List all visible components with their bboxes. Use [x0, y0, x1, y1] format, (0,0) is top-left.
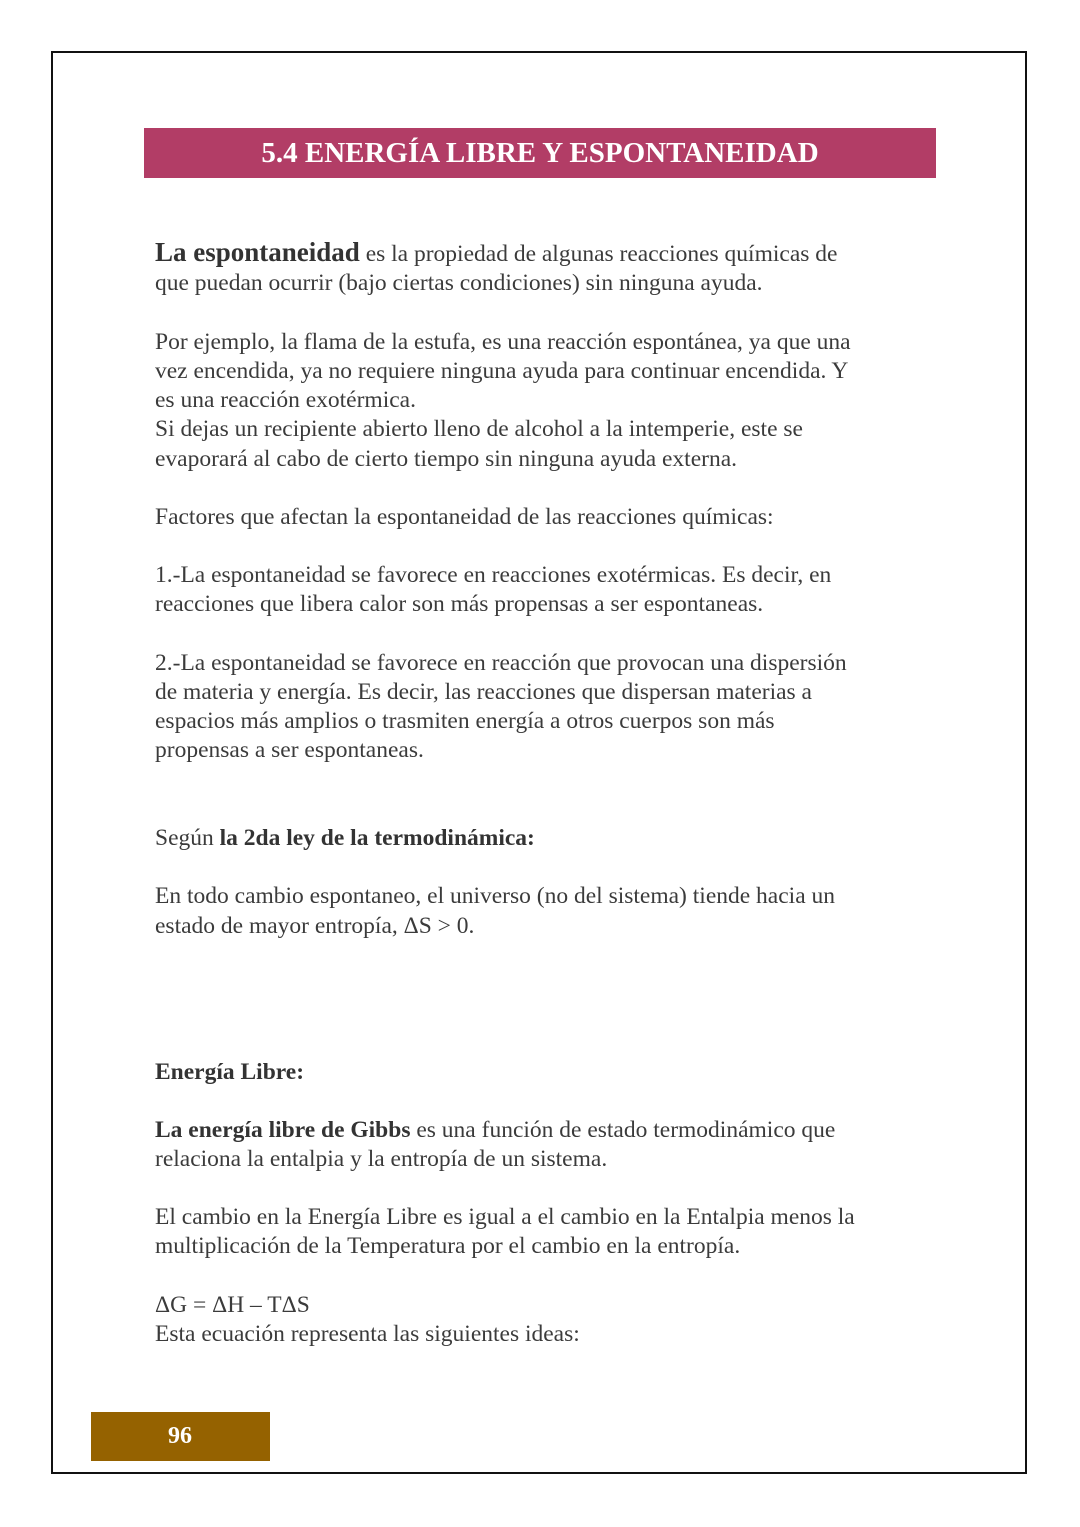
paragraph-line: El cambio en la Energía Libre es igual a el cambio en la Entalpia menos la	[155, 1204, 855, 1230]
paragraph-line: que puedan ocurrir (bajo ciertas condiciones) sin ninguna ayuda.	[155, 270, 763, 296]
paragraph-line	[155, 238, 837, 269]
paragraph-line	[155, 1116, 835, 1145]
page-number: 96	[168, 1423, 192, 1449]
bold-term: La espontaneidad	[155, 237, 360, 267]
text: Según	[155, 825, 220, 851]
text: es una función de estado termodinámico que	[410, 1117, 836, 1143]
paragraph-line: estado de mayor entropía, ΔS > 0.	[155, 913, 475, 939]
paragraph-line: 1.-La espontaneidad se favorece en reacciones exotérmicas. Es decir, en	[155, 562, 832, 588]
paragraph-line: Factores que afectan la espontaneidad de las reacciones químicas:	[155, 504, 774, 530]
paragraph-line: vez encendida, ya no requiere ninguna ayuda para continuar encendida. Y	[155, 358, 849, 384]
paragraph-line: evaporará al cabo de cierto tiempo sin ninguna ayuda externa.	[155, 446, 738, 472]
paragraph-line	[155, 824, 535, 853]
paragraph-line: relaciona la entalpia y la entropía de un sistema.	[155, 1146, 608, 1172]
paragraph-line: Esta ecuación representa las siguientes ideas:	[155, 1321, 580, 1347]
subheading	[155, 1058, 304, 1087]
paragraph-line: En todo cambio espontaneo, el universo (no del sistema) tiende hacia un	[155, 883, 835, 909]
paragraph-line: Si dejas un recipiente abierto lleno de alcohol a la intemperie, este se	[155, 416, 803, 442]
bold-term: La energía libre de Gibbs	[155, 1117, 411, 1143]
paragraph-line: es una reacción exotérmica.	[155, 387, 416, 413]
equation: ΔG = ΔH – TΔS	[155, 1292, 310, 1318]
paragraph-line: propensas a ser espontaneas.	[155, 737, 424, 763]
page-number-tab	[91, 1412, 270, 1461]
paragraph-line: multiplicación de la Temperatura por el cambio en la entropía.	[155, 1233, 741, 1259]
text: es la propiedad de algunas reacciones químicas de	[359, 241, 838, 267]
bold-term: la 2da ley de la termodinámica:	[219, 825, 535, 851]
paragraph-line: 2.-La espontaneidad se favorece en reacción que provocan una dispersión	[155, 650, 847, 676]
paragraph-line: de materia y energía. Es decir, las reacciones que dispersan materias a	[155, 679, 812, 705]
paragraph-line: reacciones que libera calor son más propensas a ser espontaneas.	[155, 591, 764, 617]
section-title: 5.4 ENERGÍA LIBRE Y ESPONTANEIDAD	[144, 128, 936, 178]
paragraph-line: Por ejemplo, la flama de la estufa, es una reacción espontánea, ya que una	[155, 329, 851, 355]
paragraph-line: espacios más amplios o trasmiten energía a otros cuerpos son más	[155, 708, 775, 734]
subheading-text: Energía Libre:	[155, 1059, 305, 1085]
